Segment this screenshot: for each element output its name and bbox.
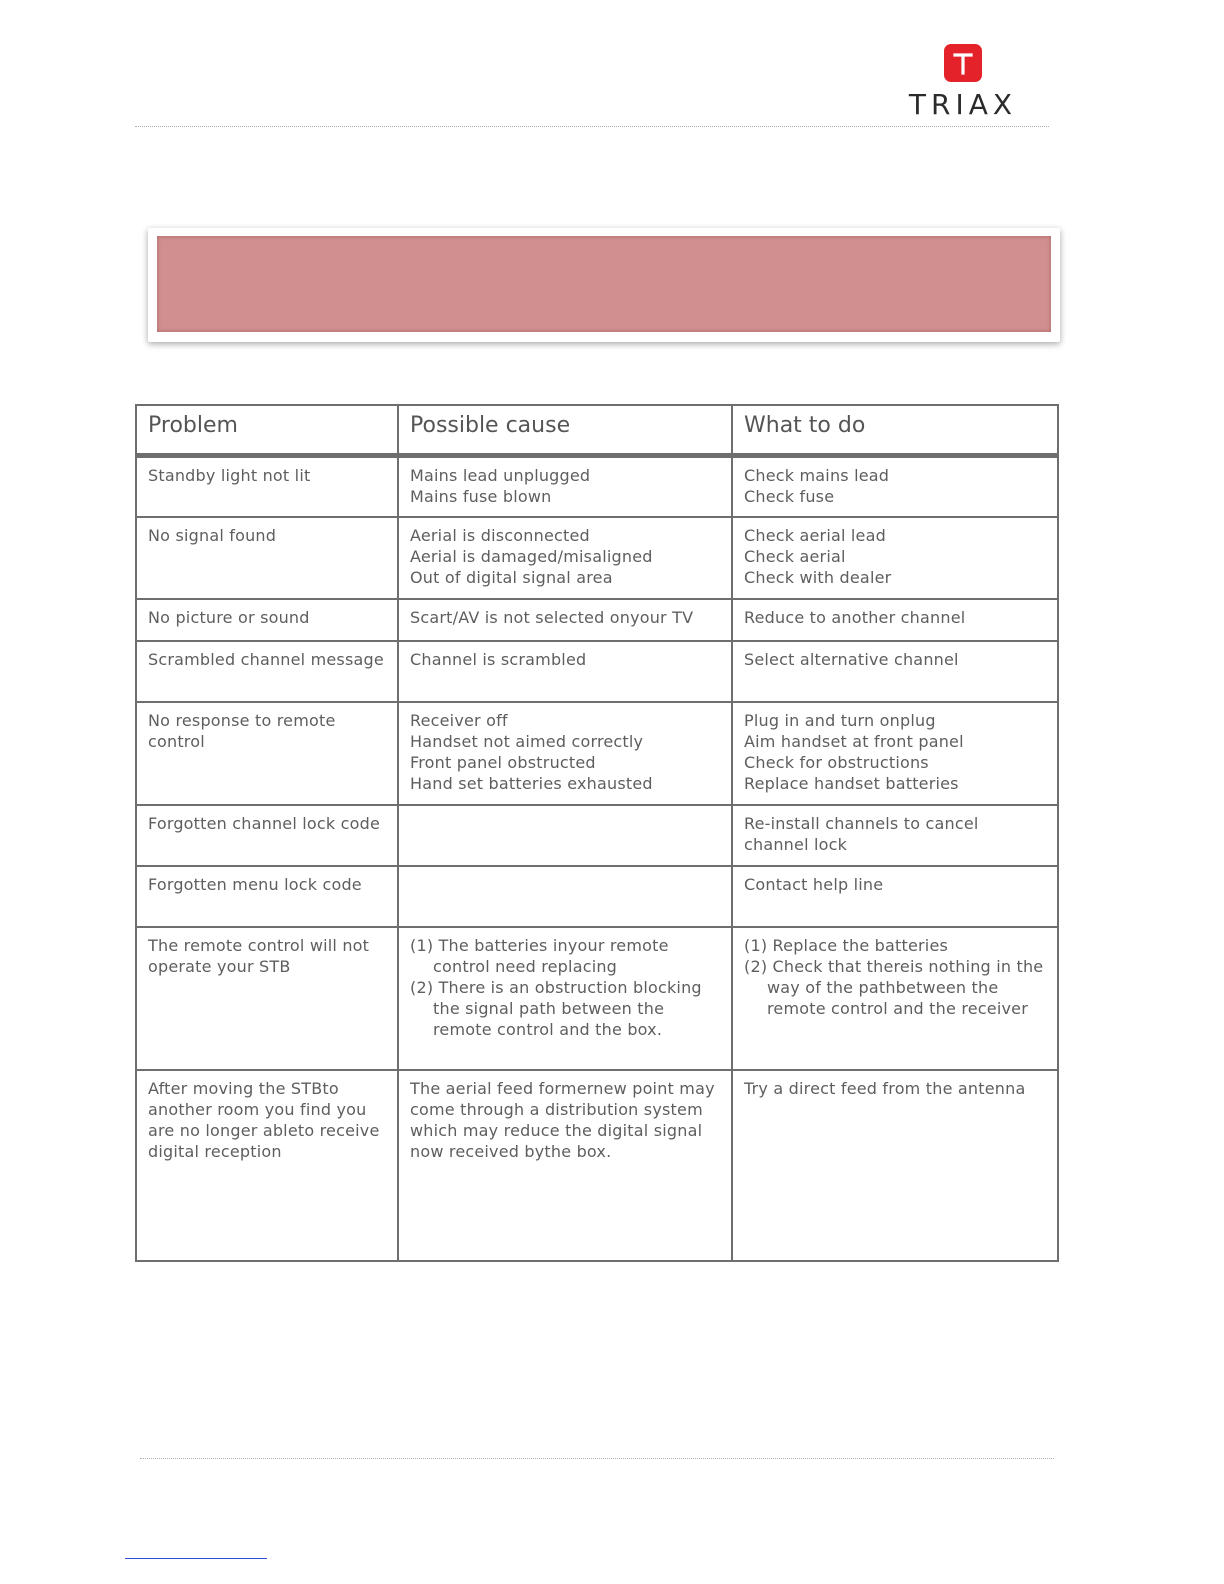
cause-cell: (1) The batteries inyour remote control need replacing (2) There is an obstruction blocking the signal path between the remote control and the box.	[398, 927, 732, 1070]
action-cell: Check mains lead Check fuse	[732, 456, 1058, 517]
table-row	[136, 927, 1058, 1070]
action-cell: Select alternative channel	[732, 641, 1058, 702]
table-row	[136, 1070, 1058, 1262]
action-cell: Plug in and turn onplug Aim handset at front panel Check for obstructions Replace handset batteries	[732, 702, 1058, 805]
table-row	[136, 805, 1058, 866]
action-cell: Reduce to another channel	[732, 599, 1058, 641]
triax-logo-mark	[944, 44, 982, 82]
table-row	[136, 866, 1058, 927]
problem-cell: Scrambled channel message	[136, 641, 398, 702]
logo-wordmark: TRIAX	[908, 88, 1018, 121]
problem-cell: Standby light not lit	[136, 456, 398, 517]
table-row	[136, 641, 1058, 702]
section-banner	[157, 236, 1051, 332]
troubleshooting-table	[135, 404, 1059, 1262]
table-row	[136, 517, 1058, 599]
problem-cell: After moving the STBto another room you find you are no longer ableto receive digital reception	[136, 1070, 398, 1262]
problem-cell: No picture or sound	[136, 599, 398, 641]
action-cell: (1) Replace the batteries (2) Check that thereis nothing in the way of the pathbetween the remote control and the receiver	[732, 927, 1058, 1070]
column-header-action: What to do	[732, 405, 1058, 456]
problem-cell: No signal found	[136, 517, 398, 599]
action-cell: Contact help line	[732, 866, 1058, 927]
footer-divider	[140, 1458, 1054, 1459]
problem-cell: Forgotten menu lock code	[136, 866, 398, 927]
t-icon	[944, 44, 982, 82]
action-cell: Check aerial lead Check aerial Check with dealer	[732, 517, 1058, 599]
column-header-problem: Problem	[136, 405, 398, 456]
action-cell: Try a direct feed from the antenna	[732, 1070, 1058, 1262]
table-header-row	[136, 405, 1058, 456]
problem-cell: No response to remote control	[136, 702, 398, 805]
action-cell: Re-install channels to cancel channel lock	[732, 805, 1058, 866]
cause-cell: Channel is scrambled	[398, 641, 732, 702]
cause-cell: The aerial feed formernew point may come through a distribution system which may reduce the digital signal now received bythe box.	[398, 1070, 732, 1262]
column-header-cause: Possible cause	[398, 405, 732, 456]
table-row	[136, 456, 1058, 517]
cause-cell	[398, 866, 732, 927]
header-divider	[135, 126, 1049, 127]
footer-link-underline[interactable]	[125, 1558, 267, 1559]
triax-logo	[898, 42, 1028, 122]
cause-cell: Receiver off Handset not aimed correctly Front panel obstructed Hand set batteries exhausted	[398, 702, 732, 805]
problem-cell: The remote control will not operate your STB	[136, 927, 398, 1070]
cause-cell: Mains lead unplugged Mains fuse blown	[398, 456, 732, 517]
table-row	[136, 702, 1058, 805]
section-banner-frame	[148, 228, 1060, 342]
problem-cell: Forgotten channel lock code	[136, 805, 398, 866]
cause-cell: Aerial is disconnected Aerial is damaged/misaligned Out of digital signal area	[398, 517, 732, 599]
cause-cell	[398, 805, 732, 866]
cause-cell: Scart/AV is not selected onyour TV	[398, 599, 732, 641]
table-row	[136, 599, 1058, 641]
